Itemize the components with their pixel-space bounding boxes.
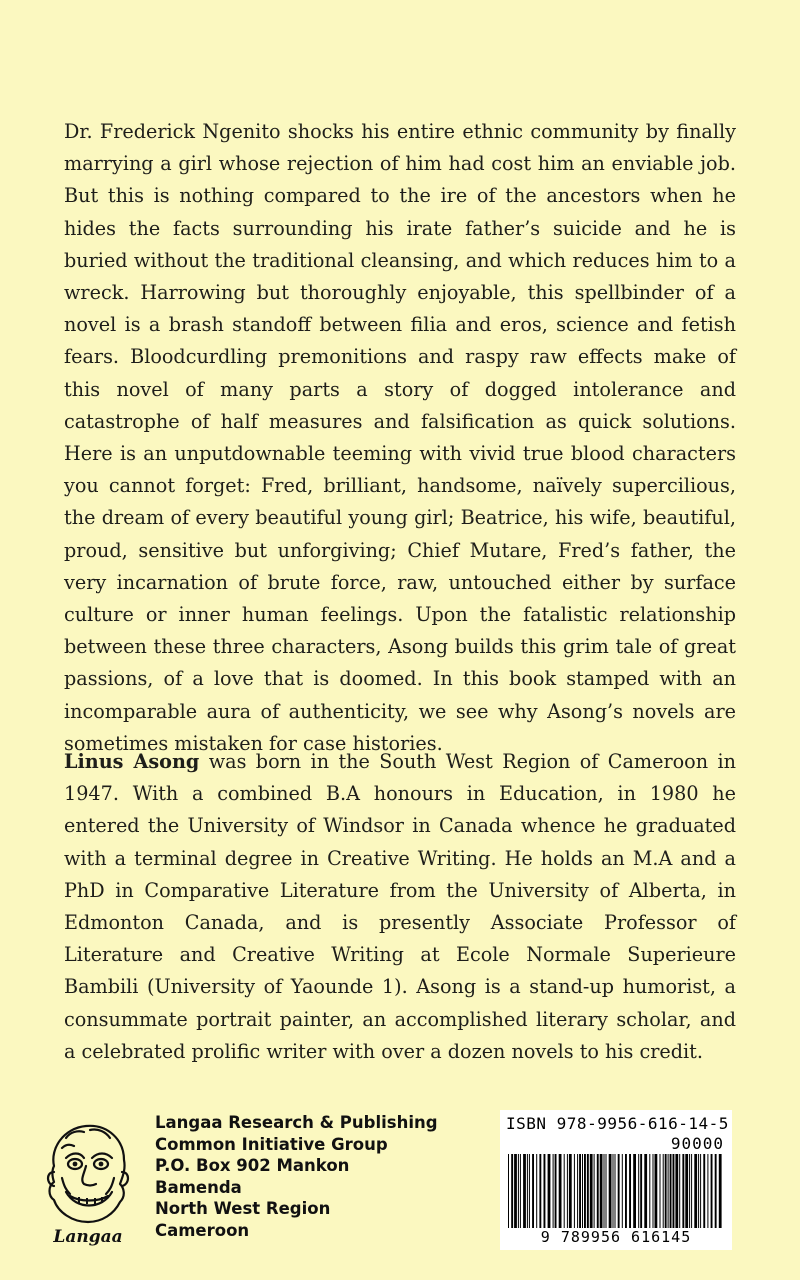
publisher-line: P.O. Box 902 Mankon (155, 1156, 350, 1176)
price-code: 90000 (670, 1134, 724, 1153)
publisher-line: North West Region (155, 1199, 331, 1219)
barcode-bar (532, 1154, 534, 1232)
barcode-bar (625, 1154, 627, 1232)
barcode-digits: 9 789956 616145 (504, 1228, 728, 1246)
barcode-bar (629, 1154, 631, 1232)
barcode-bar (700, 1154, 701, 1232)
publisher-address (155, 1112, 438, 1242)
isbn-barcode (500, 1110, 732, 1250)
author-name: Linus Asong (64, 750, 200, 773)
barcode-bar (508, 1154, 509, 1232)
barcode-bar (584, 1154, 586, 1232)
barcode-bar (527, 1154, 528, 1232)
barcode-bar (711, 1154, 713, 1232)
barcode-bar (653, 1154, 654, 1232)
barcode-bar (544, 1154, 546, 1232)
barcode-bar (520, 1154, 521, 1232)
barcode-bar (609, 1154, 612, 1232)
barcode-bar (638, 1154, 639, 1232)
barcode-bar (577, 1154, 578, 1232)
barcode-bar (523, 1154, 526, 1232)
barcode-bar (691, 1154, 692, 1232)
barcode-bar (553, 1154, 554, 1232)
barcode-bar (590, 1154, 593, 1232)
barcode-bar (594, 1154, 595, 1232)
barcode-bar (613, 1154, 614, 1232)
barcode-bar (703, 1154, 705, 1232)
barcode-bar (587, 1154, 589, 1232)
barcode-bar (719, 1154, 722, 1232)
barcode-bar (518, 1154, 519, 1232)
author-bio-paragraph (64, 746, 736, 1068)
publisher-line: Langaa Research & Publishing (155, 1113, 438, 1132)
barcode-bar (548, 1154, 551, 1232)
barcode-bar (640, 1154, 642, 1232)
barcode-bar (644, 1154, 647, 1232)
barcode-bar (668, 1154, 669, 1232)
barcode-bar (604, 1154, 605, 1232)
barcode-bar (694, 1154, 697, 1232)
barcode-bar (539, 1154, 541, 1232)
barcode-bar (600, 1154, 603, 1232)
barcode-bar (622, 1154, 623, 1232)
barcode-bar (529, 1154, 530, 1232)
barcode-bars (506, 1154, 726, 1232)
barcode-bar (582, 1154, 583, 1232)
barcode-bar (597, 1154, 599, 1232)
author-bio-text: was born in the South West Region of Cameroon in 1947. With a combined B.A honours in Education, in 1980 he entered the University of Windsor in Canada whence he graduated with a terminal degree in Creative Writing. He holds an M.A and a PhD in Comparative Literature from the University of Alberta, in Edmonton Canada, and is presently Associate Professor of Literature and Creative Writing at Ecole Normale Superieure Bambili (University of Yaounde 1). Asong is a stand-up humorist, a consummate portrait painter, an accomplished literary scholar, and a celebrated prolific writer with over a dozen novels to his credit. (64, 750, 736, 1063)
isbn-number: ISBN 978-9956-616-14-5 (506, 1114, 729, 1133)
barcode-bar (689, 1154, 690, 1232)
barcode-bar (579, 1154, 581, 1232)
barcode-bar (715, 1154, 717, 1232)
barcode-bar (569, 1154, 572, 1232)
barcode-bar (655, 1154, 658, 1232)
logo-wordmark: Langaa (53, 1227, 123, 1247)
barcode-bar (670, 1154, 672, 1232)
publisher-line: Cameroon (155, 1220, 250, 1240)
barcode-bar (618, 1154, 620, 1232)
barcode-bar (564, 1154, 565, 1232)
barcode-bar (685, 1154, 688, 1232)
barcode-bar (606, 1154, 607, 1232)
barcode-bar (673, 1154, 675, 1232)
barcode-bar (649, 1154, 650, 1232)
barcode-bar (536, 1154, 537, 1232)
barcode-bar (615, 1154, 616, 1232)
publisher-line: Bamenda (155, 1177, 242, 1197)
barcode-bar (514, 1154, 517, 1232)
barcode-bar (679, 1154, 680, 1232)
barcode-bar (559, 1154, 562, 1232)
publisher-line: Common Initiative Group (155, 1134, 388, 1154)
synopsis-paragraph: Dr. Frederick Ngenito shocks his entire ethnic community by finally marrying a girl whose rejection of him had cost him an enviable job. But this is nothing compared to the ire of the ancestors when he hides the facts surrounding his irate father’s suicide and he is buried without the traditional cleansing, and which reduces him to a wreck. Harrowing but thoroughly enjoyable, this spellbinder of a novel is a brash standoff between filia and eros, science and fetish fears. Bloodcurdling premonitions and raspy raw effects make of this novel of many parts a story of dogged intolerance and catastrophe of half measures and falsification as quick solutions. Here is an unputdownable teeming with vivid true blood characters you cannot forget: Fred, brilliant, handsome, naïvely supercilious, the dream of every beautiful young girl; Beatrice, his wife, beautiful, proud, sensitive but unforgiving; Chief Mutare, Fred’s father, the very incarnation of brute force, raw, untouched either by surface culture or inner human feelings. Upon the fatalistic relationship between these three characters, Asong builds this grim tale of great passions, of a love that is doomed. In this book stamped with an incomparable aura of authenticity, we see why Asong’s novels are sometimes mistaken for case histories. (64, 120, 736, 755)
barcode-bar (574, 1154, 575, 1232)
barcode-bar (698, 1154, 699, 1232)
barcode-bar (567, 1154, 568, 1232)
barcode-bar (555, 1154, 557, 1232)
barcode-bar (707, 1154, 708, 1232)
barcode-bar (663, 1154, 664, 1232)
barcode-bar (665, 1154, 667, 1232)
barcode-bar (675, 1154, 678, 1232)
langaa-logo (40, 1118, 136, 1248)
barcode-bar (511, 1154, 513, 1232)
barcode-bar (633, 1154, 636, 1232)
barcode-bar (660, 1154, 661, 1232)
barcode-bar (682, 1154, 684, 1232)
